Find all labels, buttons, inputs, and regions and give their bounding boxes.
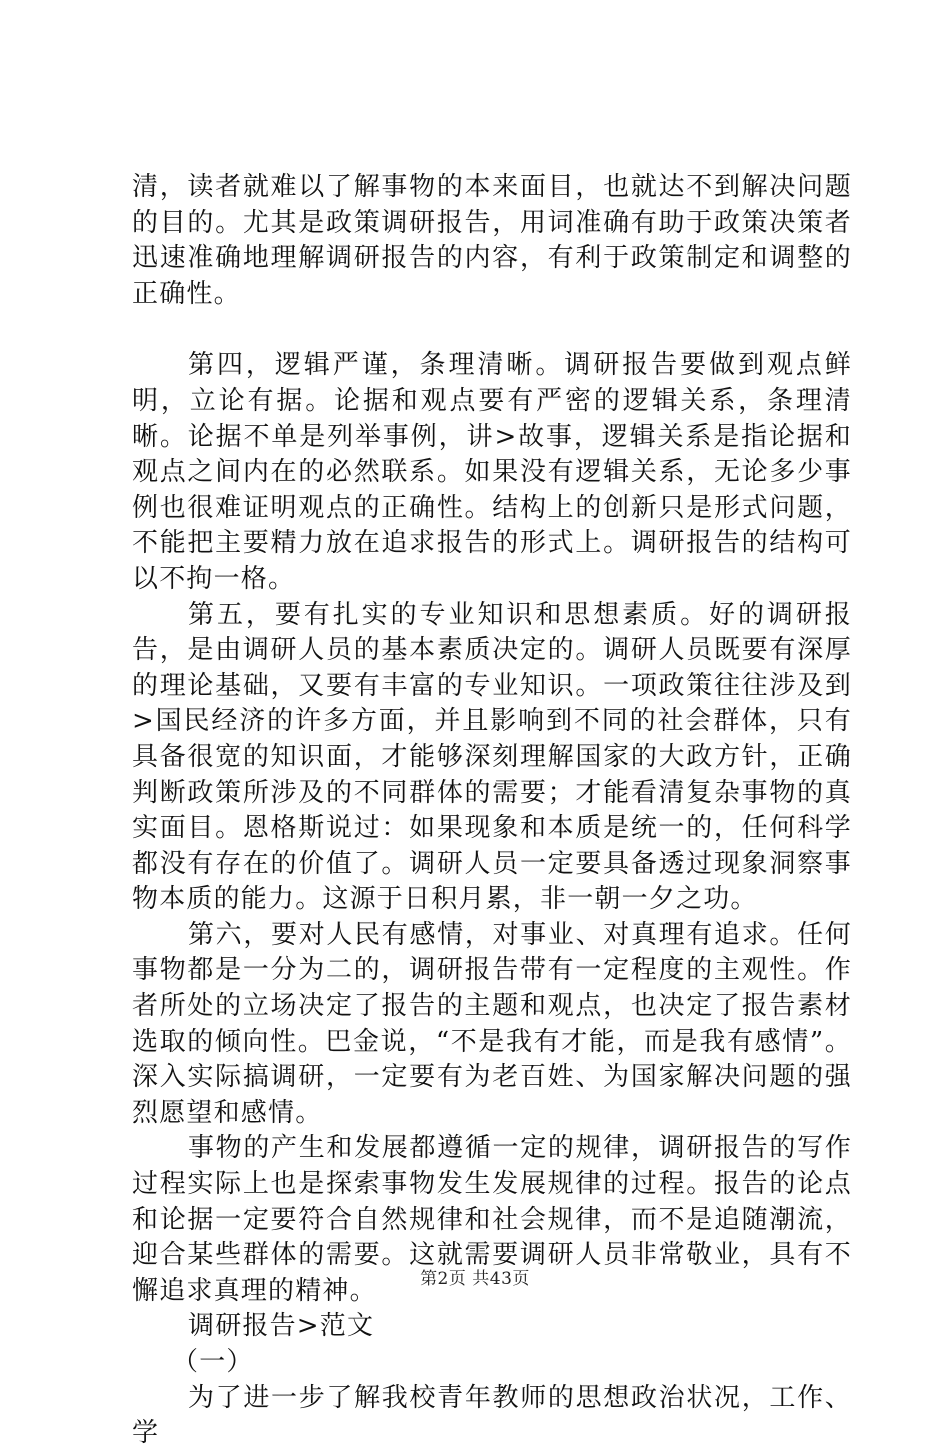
document-body	[132, 170, 852, 1452]
paragraph-continuation: 清，读者就难以了解事物的本来面目，也就达不到解决问题的目的。尤其是政策调研报告，用词准确有助于政策决策者迅速准确地理解调研报告的内容，有利于政策制定和调整的正确性。	[132, 172, 852, 309]
paragraph-point-four: 第四，逻辑严谨，条理清晰。调研报告要做到观点鲜明，立论有据。论据和观点要有严密的逻辑关系，条理清晰。论据不单是列举事例，讲>故事，逻辑关系是指论据和观点之间内在的必然联系。如果没有逻辑关系，无论多少事例也很难证明观点的正确性。结构上的创新只是形式问题，不能把主要精力放在追求报告的形式上。调研报告的结构可以不拘一格。	[132, 350, 852, 594]
page-number-footer: 第2页 共43页	[420, 1269, 530, 1289]
paragraph-point-six: 第六，要对人民有感情，对事业、对真理有追求。任何事物都是一分为二的，调研报告带有一定程度的主观性。作者所处的立场决定了报告的主题和观点，也决定了报告素材选取的倾向性。巴金说，“不是我有才能，而是我有感情”。深入实际搞调研，一定要有为老百姓、为国家解决问题的强烈愿望和感情。	[132, 919, 852, 1128]
paragraph-laws: 事物的产生和发展都遵循一定的规律，调研报告的写作过程实际上也是探索事物发生发展规律的过程。报告的论点和论据一定要符合自然规律和社会规律，而不是追随潮流，迎合某些群体的需要。这就需要调研人员非常敬业，具有不懈追求真理的精神。	[132, 1133, 852, 1306]
section-number: （一）	[172, 1347, 254, 1377]
paragraph-point-five: 第五，要有扎实的专业知识和思想素质。好的调研报告，是由调研人员的基本素质决定的。调研人员既要有深厚的理论基础，又要有丰富的专业知识。一项政策往往涉及到>国民经济的许多方面，并且影响到不同的社会群体，只有具备很宽的知识面，才能够深刻理解国家的大政方针，正确判断政策所涉及的不同群体的需要；才能看清复杂事物的真实面目。恩格斯说过：如果现象和本质是统一的，任何科学都没有存在的价值了。调研人员一定要具备透过现象洞察事物本质的能力。这源于日积月累，非一朝一夕之功。	[132, 599, 852, 915]
paragraph-sample-start: 为了进一步了解我校青年教师的思想政治状况，工作、学	[132, 1382, 852, 1449]
section-heading: 调研报告>范文	[188, 1311, 375, 1342]
